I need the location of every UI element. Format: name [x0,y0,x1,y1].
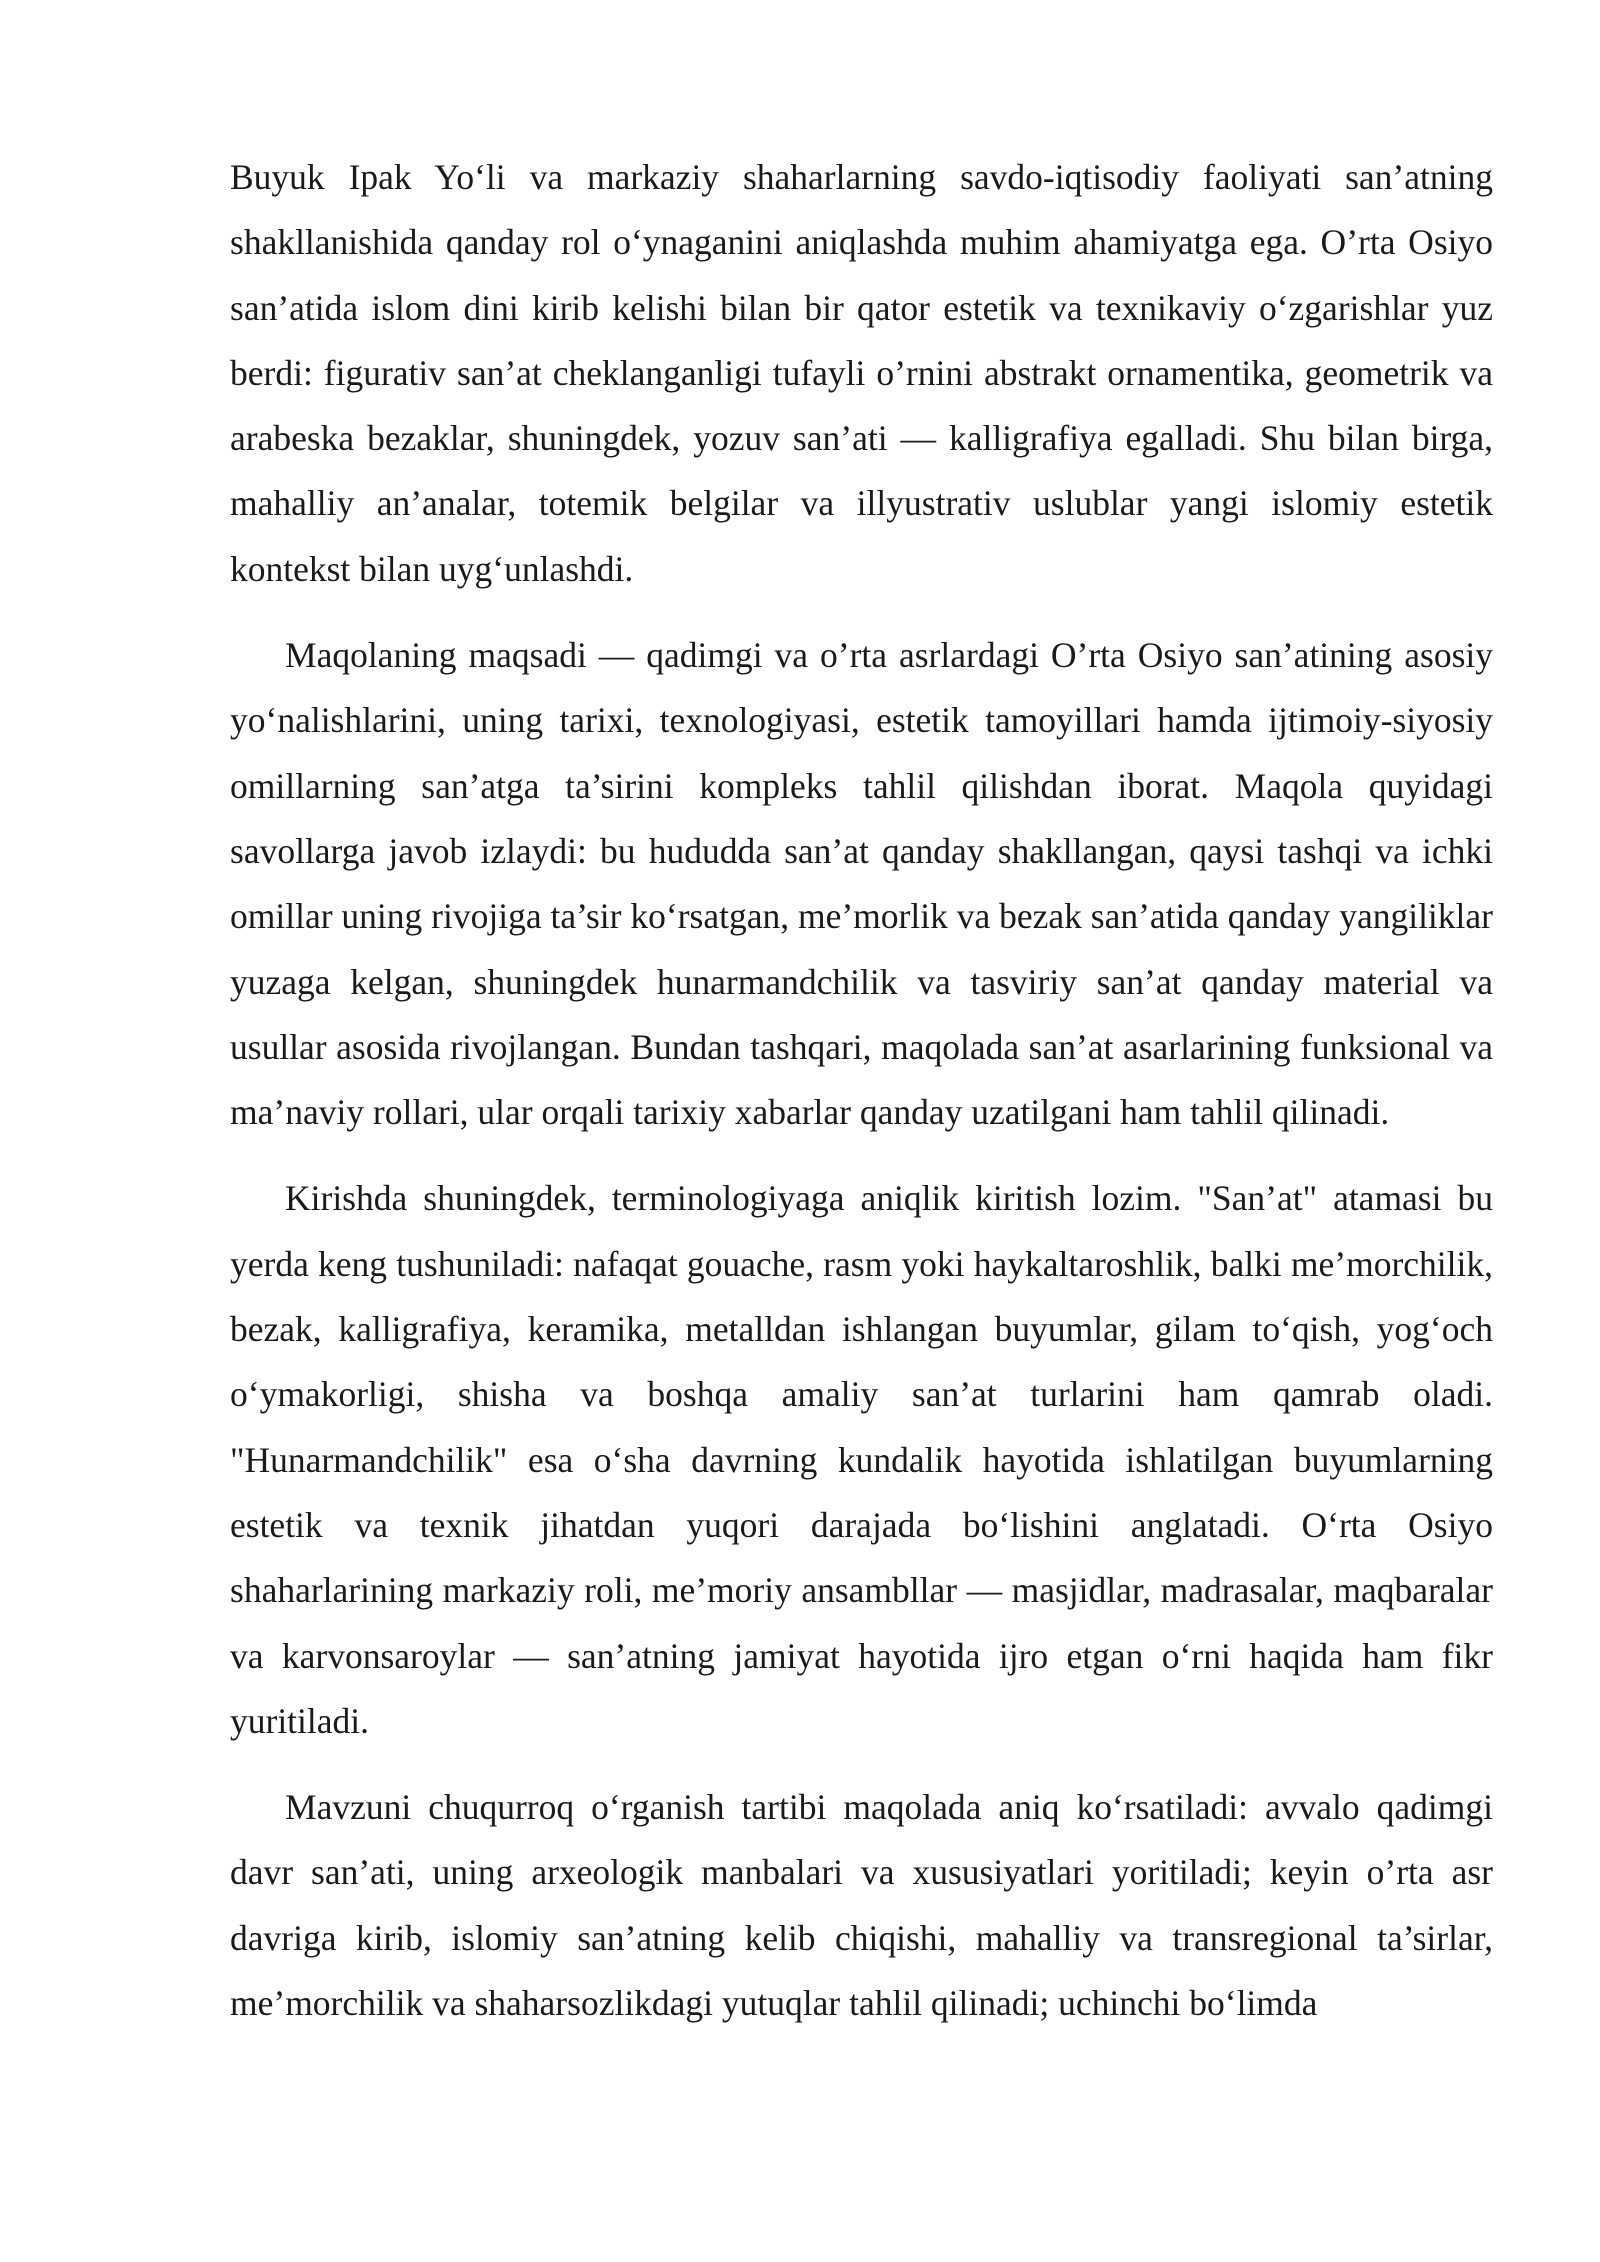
paragraph-1: Buyuk Ipak Yo‘li va markaziy shaharlarning savdo-iqtisodiy faoliyati san’atning shakllanishida qanday rol o‘ynaganini aniqlashda muhim ahamiyatga ega. O’rta Osiyo san’atida islom dini kirib kelishi bilan bir qator estetik va texnikaviy o‘zgarishlar yuz berdi: figurativ san’at cheklanganligi tufayli o’rnini abstrakt ornamentika, geometrik va arabeska bezaklar, shuningdek, yozuv san’ati — kalligrafiya egalladi. Shu bilan birga, mahalliy an’analar, totemik belgilar va illyustrativ uslublar yangi islomiy estetik kontekst bilan uyg‘unlashdi. [230,157,1493,589]
paragraph-4: Mavzuni chuqurroq o‘rganish tartibi maqolada aniq ko‘rsatiladi: avvalo qadimgi davr san’ati, uning arxeologik manbalari va xususiyatlari yoritiladi; keyin o’rta asr davriga kirib, islomiy san’atning kelib chiqishi, mahalliy va transregional ta’sirlar, me’morchilik va shaharsozlikdagi yutuqlar tahlil qilinadi; uchinchi bo‘limda [230,1787,1493,2024]
paragraph-3: Kirishda shuningdek, terminologiyaga aniqlik kiritish lozim. "San’at" atamasi bu yerda keng tushuniladi: nafaqat gouache, rasm yoki haykaltaroshlik, balki me’morchilik, bezak, kalligrafiya, keramika, metalldan ishlangan buyumlar, gilam to‘qish, yog‘och o‘ymakorligi, shisha va boshqa amaliy san’at turlarini ham qamrab oladi. "Hunarmandchilik" esa o‘sha davrning kundalik hayotida ishlatilgan buyumlarning estetik va texnik jihatdan yuqori darajada bo‘lishini anglatadi. O‘rta Osiyo shaharlarining markaziy roli, me’moriy ansambllar — masjidlar, madrasalar, maqbaralar va karvonsaroylar — san’atning jamiyat hayotida ijro etgan o‘rni haqida ham fikr yuritiladi. [230,1178,1493,1741]
paragraph-2: Maqolaning maqsadi — qadimgi va o’rta asrlardagi O’rta Osiyo san’atining asosiy yo‘nalishlarini, uning tarixi, texnologiyasi, estetik tamoyillari hamda ijtimoiy-siyosiy omillarning san’atga ta’sirini kompleks tahlil qilishdan iborat. Maqola quyidagi savollarga javob izlaydi: bu hududda san’at qanday shakllangan, qaysi tashqi va ichki omillar uning rivojiga ta’sir ko‘rsatgan, me’morlik va bezak san’atida qanday yangiliklar yuzaga kelgan, shuningdek hunarmandchilik va tasviriy san’at qanday material va usullar asosida rivojlangan. Bundan tashqari, maqolada san’at asarlarining funksional va ma’naviy rollari, ular orqali tarixiy xabarlar qanday uzatilgani ham tahlil qilinadi. [230,635,1493,1133]
body-text [230,145,1493,2057]
